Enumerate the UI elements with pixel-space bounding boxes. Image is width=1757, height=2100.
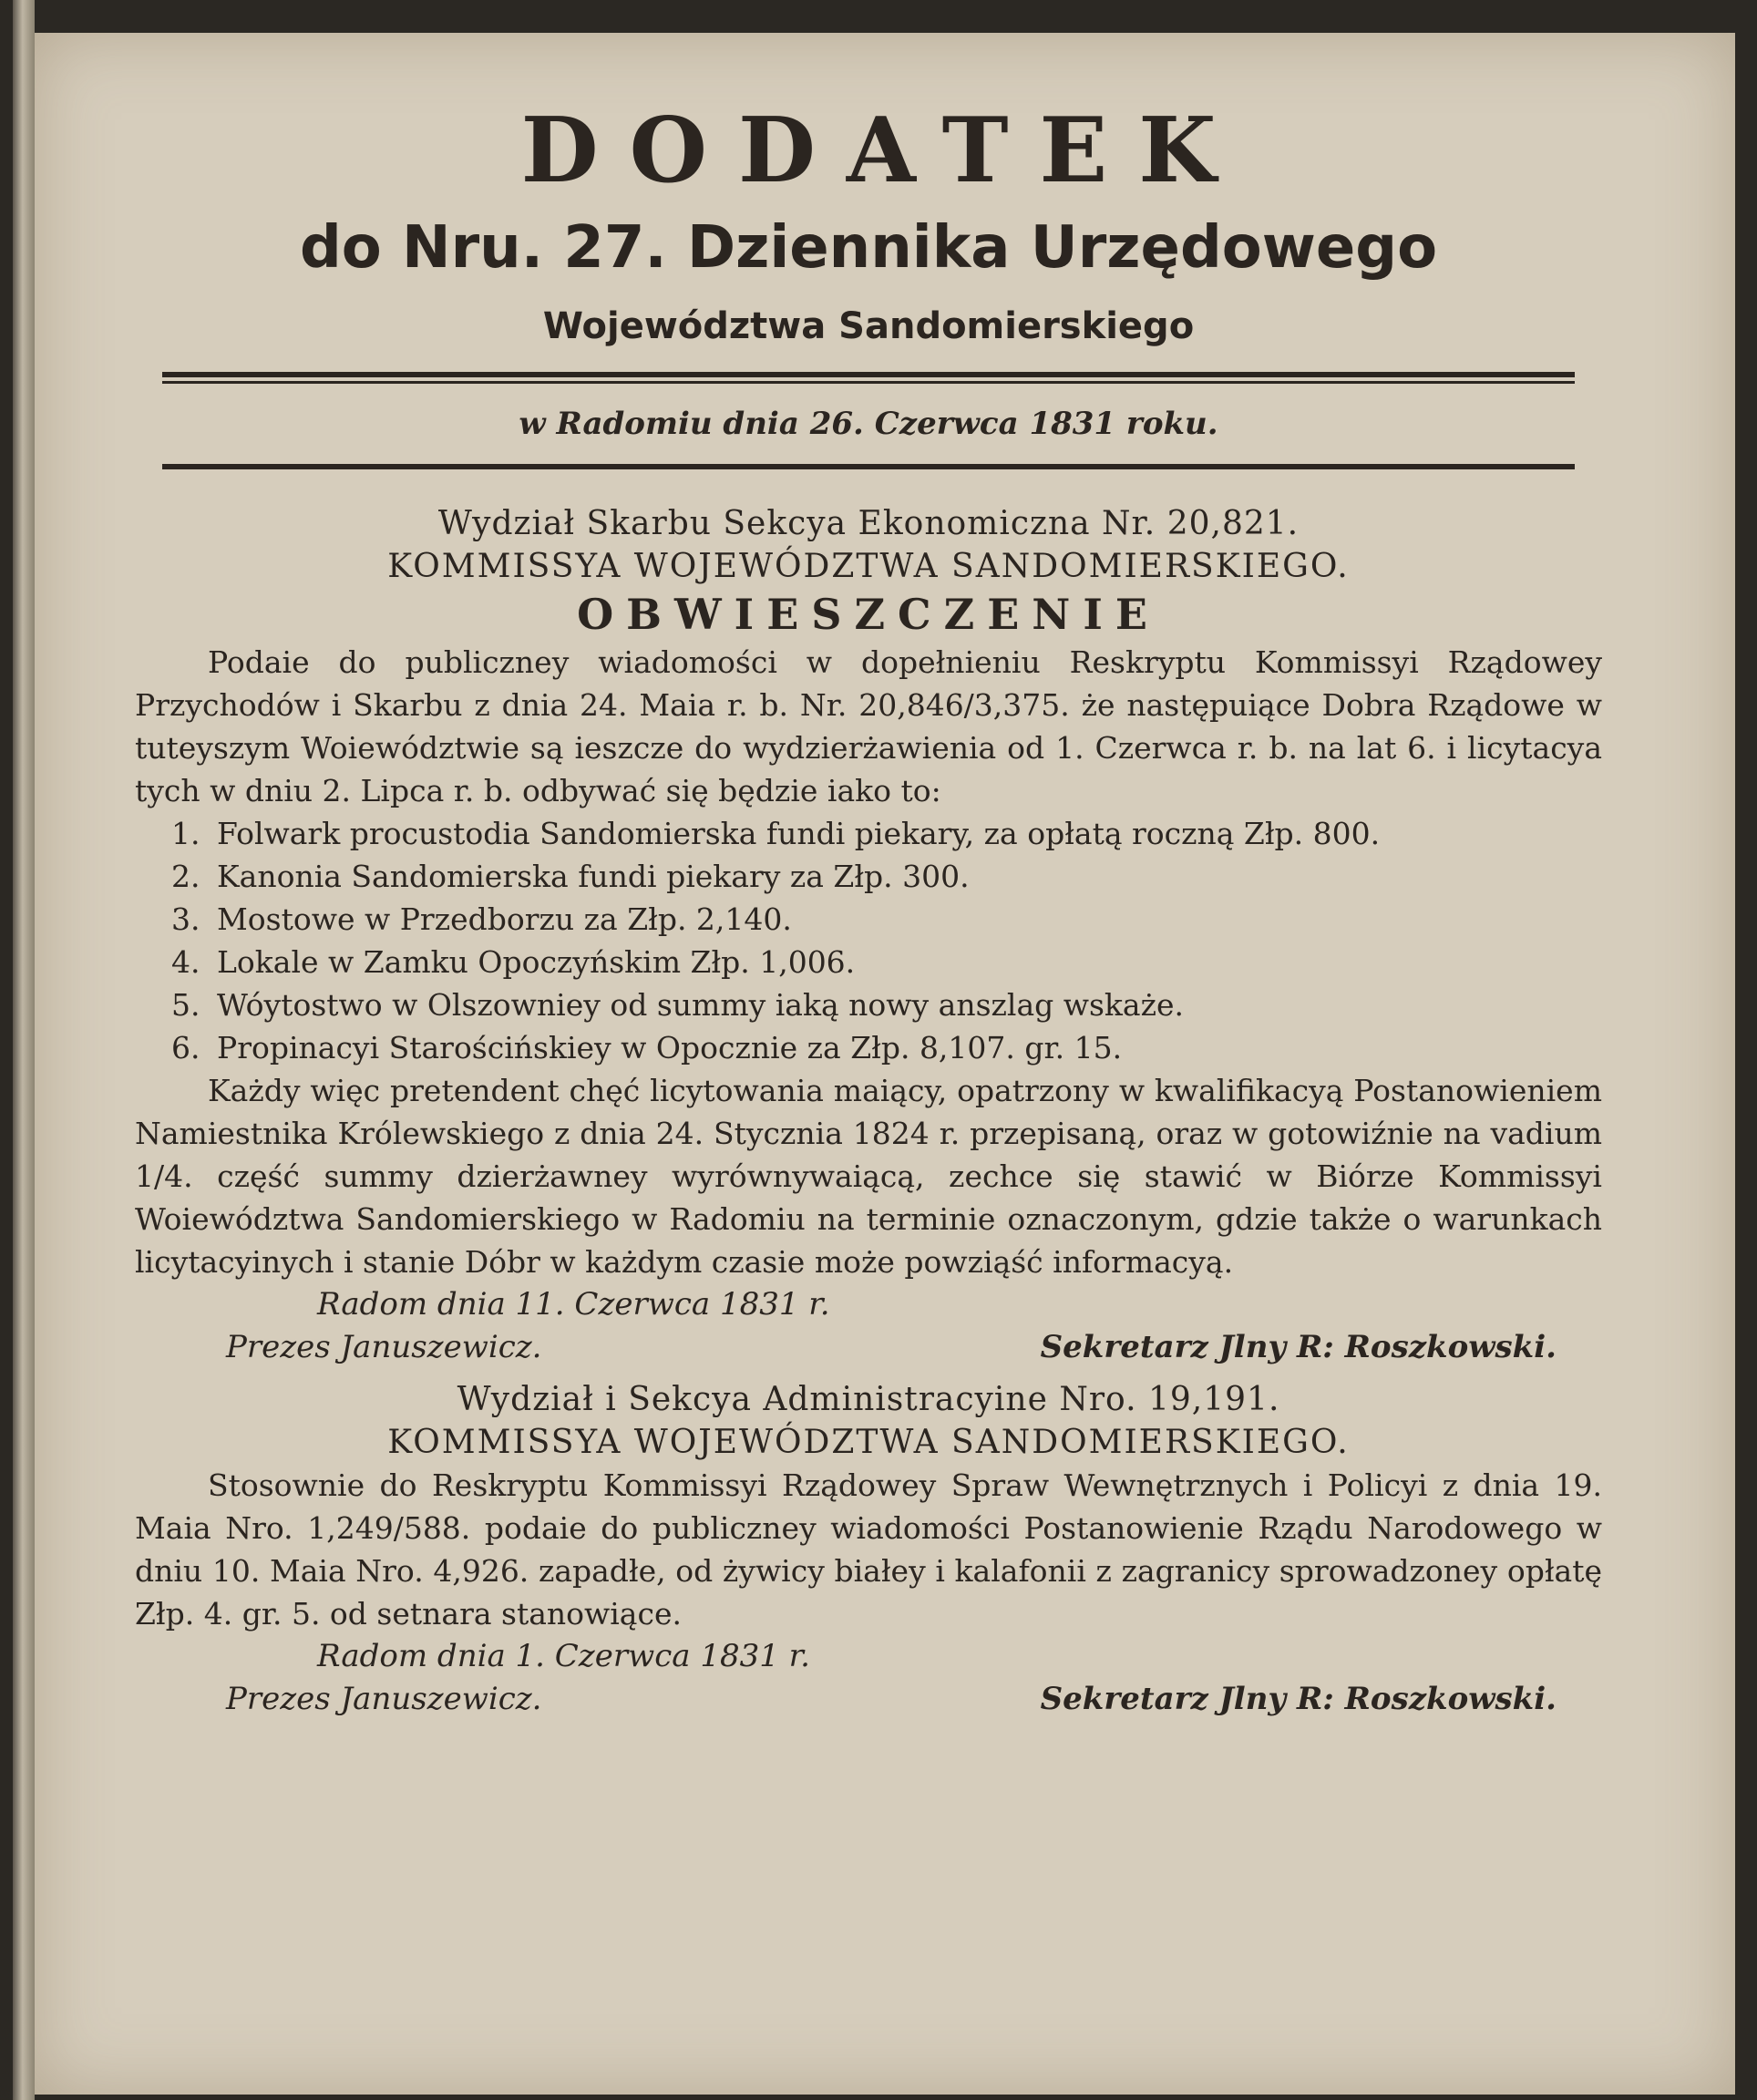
- list-item-number: 5.: [171, 987, 200, 1023]
- notice-2-signatures: [135, 1677, 1602, 1721]
- notice-2-head: Wydział i Sekcya Administracyine Nro. 19,191.: [457, 1381, 1280, 1418]
- notice-2-org: KOMMISSYA WOJEWÓDZTWA SANDOMIERSKIEGO.: [387, 1424, 1350, 1461]
- list-item: [135, 855, 1602, 898]
- notice-2: [135, 1378, 1602, 1721]
- list-item-number: 3.: [171, 901, 200, 937]
- notice-1: [135, 502, 1602, 1369]
- list-item: [135, 941, 1602, 983]
- notice-2-body: Stosownie do Reskryptu Kommissyi Rządowey Spraw Wewnętrznych i Policyi z dnia 19. Maia Nro. 1,249/588. podaie do publiczney wiadomości Postanowienie Rządu Narodowego w dniu 10. Maia Nro. 4,926. zapadłe, od żywicy białey i kalafonii z zagranicy sprowadzoney opłatę Złp. 4. gr. 5. od setnara stanowiące.: [135, 1467, 1602, 1632]
- notice-1-title: OBWIESZCZENIE: [577, 590, 1160, 639]
- notice-1-signatures: [135, 1325, 1602, 1369]
- notice-2-president: Prezes Januszewicz.: [226, 1681, 542, 1717]
- issue-dateline: w Radomiu dnia 26. Czerwca 1831 roku.: [519, 406, 1218, 442]
- list-item-number: 6.: [171, 1030, 200, 1065]
- masthead: [135, 97, 1602, 352]
- list-item-text: Propinacyi Starościńskiey w Opocznie za Złp. 8,107. gr. 15.: [217, 1030, 1123, 1065]
- notice-1-president: Prezes Januszewicz.: [226, 1329, 542, 1365]
- document-page: [35, 33, 1735, 2095]
- list-item: [135, 812, 1602, 855]
- list-item: [135, 983, 1602, 1026]
- list-item: [135, 898, 1602, 941]
- notice-1-org: KOMMISSYA WOJEWÓDZTWA SANDOMIERSKIEGO.: [387, 548, 1350, 585]
- list-item: [135, 1026, 1602, 1069]
- rule-bottom: [162, 464, 1575, 469]
- list-item-text: Wóytostwo w Olszowniey od summy iaką nowy anszlag wskaże.: [217, 987, 1184, 1023]
- notice-1-list: [135, 812, 1602, 1069]
- book-spine: [13, 0, 35, 2100]
- masthead-subtitle: do Nru. 27. Dziennika Urzędowego: [299, 214, 1438, 282]
- list-item-number: 4.: [171, 944, 200, 980]
- list-item-number: 2.: [171, 859, 200, 894]
- notice-2-date: Radom dnia 1. Czerwca 1831 r.: [317, 1638, 810, 1674]
- notice-1-body: Każdy więc pretendent chęć licytowania maiący, opatrzony w kwalifikacyą Postanowieniem Namiestnika Królewskiego z dnia 24. Stycznia 1824 r. przepisaną, oraz w gotowiźnie na vadium 1/4. część summy dzierżawney wyrównywaiącą, zechce się stawić w Biórze Kommissyi Woiewództwa Sandomierskiego w Radomiu na terminie oznaczonym, gdzie także o warunkach licytacyinych i stanie Dóbr w każdym czasie może powziąść informacyą.: [135, 1073, 1602, 1280]
- notice-1-secretary: Sekretarz Jlny R: Roszkowski.: [1040, 1329, 1557, 1365]
- rule-top: [162, 372, 1575, 377]
- notice-2-secretary: Sekretarz Jlny R: Roszkowski.: [1040, 1681, 1557, 1717]
- list-item-text: Lokale w Zamku Opoczyńskim Złp. 1,006.: [217, 944, 856, 980]
- masthead-title: DODATEK: [520, 98, 1248, 203]
- list-item-number: 1.: [171, 816, 200, 851]
- list-item-text: Kanonia Sandomierska fundi piekary za Złp. 300.: [217, 859, 970, 894]
- notice-1-intro: Podaie do publiczney wiadomości w dopełnieniu Reskryptu Kommissyi Rządowey Przychodów i Skarbu z dnia 24. Maia r. b. Nr. 20,846/3,375. że następuiące Dobra Rządowe w tuteyszym Woiewództwie są ieszcze do wydzierżawienia od 1. Czerwca r. b. na lat 6. i licytacya tych w dniu 2. Lipca r. b. odbywać się będzie iako to:: [135, 644, 1602, 808]
- notice-1-head: Wydział Skarbu Sekcya Ekonomiczna Nr. 20,821.: [437, 505, 1300, 542]
- list-item-text: Mostowe w Przedborzu za Złp. 2,140.: [217, 901, 792, 937]
- page-content: [135, 97, 1602, 1730]
- rule-top-thin: [162, 381, 1575, 384]
- notice-1-date: Radom dnia 11. Czerwca 1831 r.: [317, 1286, 830, 1323]
- list-item-text: Folwark procustodia Sandomierska fundi piekary, za opłatą roczną Złp. 800.: [217, 816, 1381, 851]
- masthead-province: Województwa Sandomierskiego: [542, 305, 1195, 347]
